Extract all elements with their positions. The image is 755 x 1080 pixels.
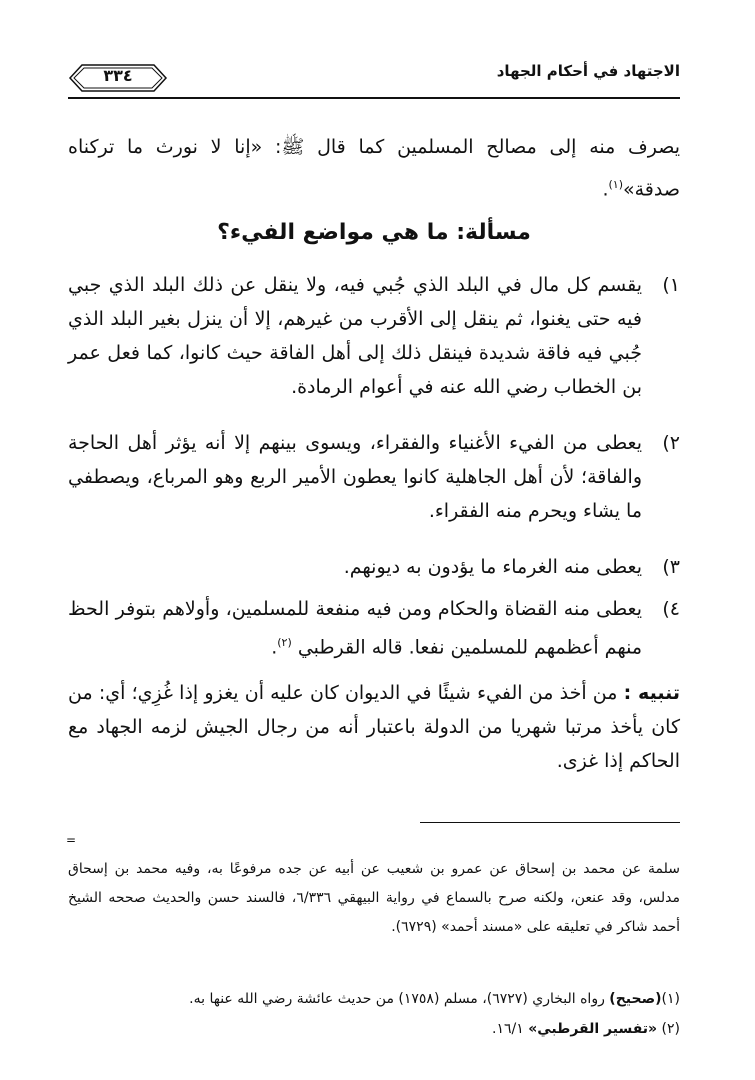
list-item-text: يقسم كل مال في البلد الذي جُبي فيه، ولا ينقل عن ذلك البلد الذي جبي فيه حتى يغنوا، ثم ينقل إلى الأقرب من غيرهم، إلا أن ينزل بغير البلد الذي جُبي فيه فاقة شديدة فينقل ذلك إلى أهل الفاقة حيث كانوا، كما فعل عمر بن الخطاب رضي الله عنه في أعوام الرمادة. xyxy=(68,274,642,398)
list-item-text: يعطى من الفيء الأغنياء والفقراء، ويسوى بينهم إلا أنه يؤثر أهل الحاجة والفاقة؛ لأن أهل الجاهلية كانوا يعطون الأمير الربع وهو المرباع، ويصطفي ما يشاء ويحرم منه الفقراء. xyxy=(68,432,642,522)
list-item-end: . xyxy=(271,636,278,659)
list-item xyxy=(68,426,680,528)
footnote-2-number: (٢) xyxy=(661,1021,680,1037)
header-rule xyxy=(68,97,680,99)
intro-end: . xyxy=(602,178,609,201)
footnote-1 xyxy=(68,985,680,1014)
footnote-2-text: ١٦/١. xyxy=(492,1021,524,1037)
list-item-number: ٣) xyxy=(662,556,680,578)
page-number: ٣٣٤ xyxy=(103,66,133,85)
note-paragraph xyxy=(68,676,680,778)
list-item xyxy=(68,550,680,584)
running-title: الاجتهاد في أحكام الجهاد xyxy=(496,62,680,80)
footnote-1-grade: (صحيح) xyxy=(609,991,662,1007)
page-number-badge xyxy=(68,60,168,96)
intro-text: يصرف منه إلى مصالح المسلمين كما قال ﷺ: «إنا لا نورث ما تركناه صدقة» xyxy=(68,136,680,201)
list-item-text: يعطى منه الغرماء ما يؤدون به ديونهم. xyxy=(343,556,642,578)
list-item xyxy=(68,592,680,664)
footnote-continuation: سلمة عن محمد بن إسحاق عن عمرو بن شعيب عن أبيه عن جده مرفوعًا به، وفيه محمد بن إسحاق مدلس، وقد عنعن، ولكنه صرح بالسماع في رواية البيهقي ٦/٣٣٦، فالسند حسن والحديث صححه الشيخ أحمد شاكر في تعليقه على «مسند أحمد» (٦٧٢٩). xyxy=(68,861,680,935)
footnote-separator xyxy=(420,822,680,823)
footnote-ref-1: (١) xyxy=(608,178,623,191)
note-text: من أخذ من الفيء شيئًا في الديوان كان عليه أن يغزو إذا غُزِي؛ أي: من كان يأخذ مرتبا شهريا من الدولة باعتبار أنه من رجال الجيش لزمه الجهاد مع الحاكم إذا غزى. xyxy=(68,682,680,772)
footnote-1-text: رواه البخاري (٦٧٢٧)، مسلم (١٧٥٨) من حديث عائشة رضي الله عنها به. xyxy=(189,991,605,1007)
note-label: تنبيه : xyxy=(623,682,680,704)
footnote-2 xyxy=(68,1015,680,1044)
footnote-1-number: (١) xyxy=(661,991,680,1007)
list-item-number: ٤) xyxy=(662,598,680,620)
intro-paragraph xyxy=(68,128,680,208)
footnote-continuation-mark: = xyxy=(66,833,77,847)
page-header xyxy=(68,60,680,100)
footnote-2-source: «تفسير القرطبي» xyxy=(528,1021,658,1037)
footnote-ref-2: (٢) xyxy=(277,636,292,649)
list-item xyxy=(68,268,680,404)
list-item-number: ١) xyxy=(662,274,680,296)
section-heading: مسألة: ما هي مواضع الفيء؟ xyxy=(217,220,531,245)
list-item-text xyxy=(68,592,642,664)
list-item-number: ٢) xyxy=(662,432,680,454)
list-item-body: يعطى منه القضاة والحكام ومن فيه منفعة للمسلمين، وأولاهم بتوفر الحظ منهم أعظمهم للمسلمين نفعا. قاله القرطبي xyxy=(68,598,642,659)
